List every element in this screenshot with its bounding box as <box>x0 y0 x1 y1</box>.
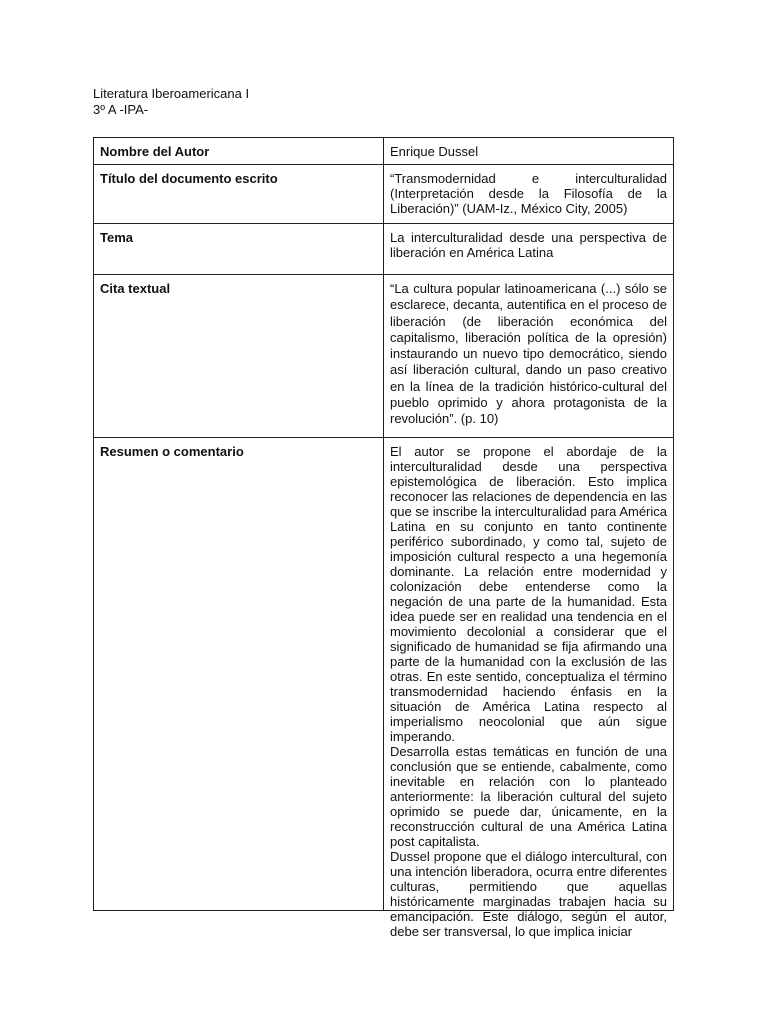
title-value-cell <box>384 165 674 224</box>
summary-text <box>390 444 667 939</box>
topic-label: Tema <box>94 224 384 275</box>
summary-clip <box>390 444 667 939</box>
title-label: Título del documento escrito <box>94 165 384 224</box>
course-name: Literatura Iberoamericana I <box>93 86 250 101</box>
document-header <box>93 86 249 118</box>
table-row-quote <box>94 275 674 438</box>
summary-paragraph-1: El autor se propone el abordaje de la interculturalidad desde una perspectiva epistemológica de liberación. Esto implica reconocer las relaciones de dependencia en las que se inscribe la interculturalidad para América Latina en su conjunto en tanto continente periférico subordinado, y como tal, sujeto de imposición cultural respecto a una hegemonía dominante. La relación entre modernidad y colonización debe entenderse como la negación de una parte de la humanidad. Esta idea puede ser en realidad una tendencia en el movimiento decolonial a considerar que el significado de humanidad se fija afirmando una parte de la humanidad con la exclusión de las otras. En este sentido, conceptualiza el término transmodernidad haciendo énfasis en la situación de América Latina respecto al imperialismo neocolonial que aún sigue imperando. <box>390 444 667 744</box>
summary-value-cell <box>384 438 674 939</box>
quote-label: Cita textual <box>94 275 384 438</box>
topic-value-cell <box>384 224 674 275</box>
quote-value-cell <box>384 275 674 438</box>
author-value-cell <box>384 138 674 165</box>
reading-sheet-table <box>93 137 674 939</box>
summary-paragraph-2: Desarrolla estas temáticas en función de una conclusión que se entiende, cabalmente, como inevitable en relación con lo planteado anteriormente: la liberación cultural del sujeto oprimido se puede dar, únicamente, en la reconstrucción cultural de una América Latina post capitalista. <box>390 744 667 849</box>
summary-label: Resumen o comentario <box>94 438 384 911</box>
table-row-topic <box>94 224 674 275</box>
author-label: Nombre del Autor <box>94 138 384 165</box>
table-row-summary <box>94 438 674 911</box>
title-value: “Transmodernidad e interculturalidad (Interpretación desde la Filosofía de la Liberación)” (UAM-Iz., México City, 2005) <box>390 171 667 216</box>
group-name: 3º A -IPA- <box>93 102 149 117</box>
topic-value: La interculturalidad desde una perspectiva de liberación en América Latina <box>390 230 667 260</box>
quote-value: “La cultura popular latinoamericana (...) sólo se esclarece, decanta, autentifica en el proceso de liberación (de liberación económica del capitalismo, liberación política de la opresión) instaurando un nuevo tipo democrático, siendo así liberación cultural, dando un paso creativo en la línea de la tradición histórico-cultural del pueblo oprimido y ahora protagonista de la revolución”. (p. 10) <box>390 281 667 427</box>
author-value: Enrique Dussel <box>390 144 479 159</box>
summary-paragraph-3: Dussel propone que el diálogo intercultural, con una intención liberadora, ocurra entre diferentes culturas, permitiendo que aquellas históricamente marginadas trabajen hacia su emancipación. Este diálogo, según el autor, debe ser transversal, lo que implica iniciar <box>390 849 667 939</box>
table-row-title <box>94 165 674 224</box>
table-row-author <box>94 138 674 165</box>
